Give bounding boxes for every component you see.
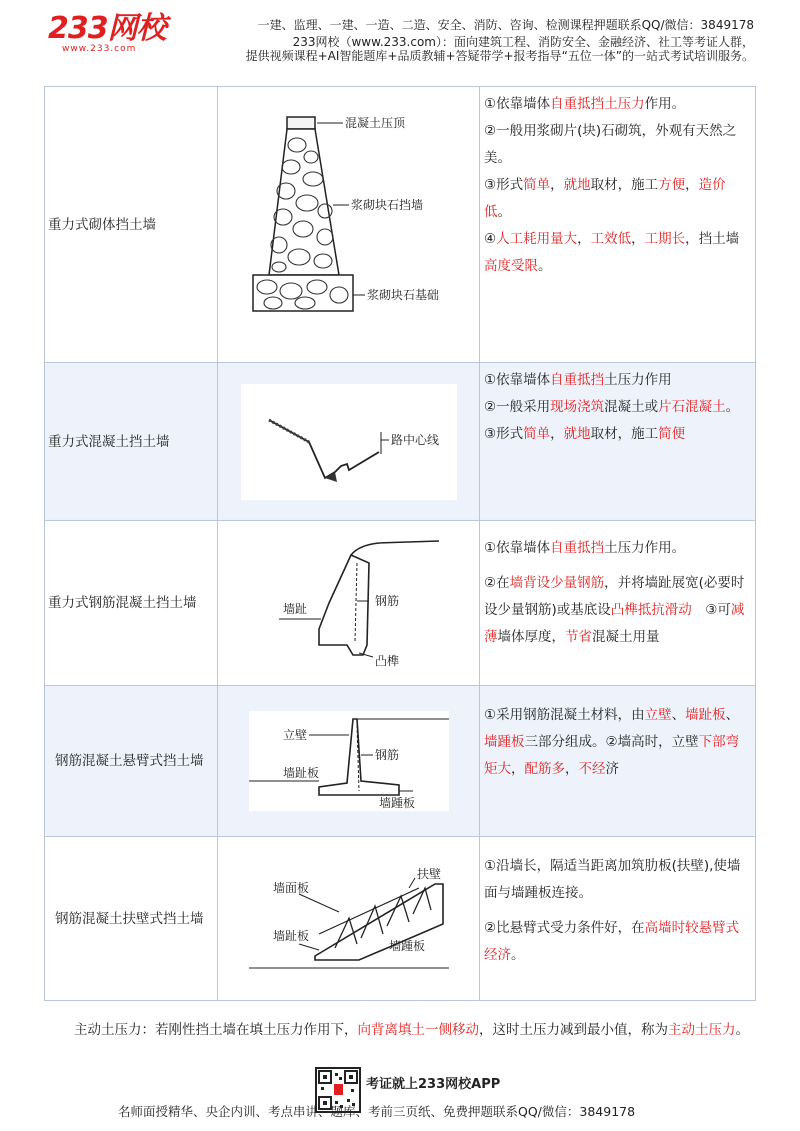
description-item — [484, 91, 751, 118]
body-text: 取材，施工 — [590, 426, 659, 442]
gravity-rc-wall-figure — [239, 533, 459, 673]
highlight-text: 就地 — [563, 426, 591, 442]
highlight-text: 工效低 — [590, 231, 632, 247]
figure-label: 钢筋 — [374, 594, 399, 608]
body-text: ， — [511, 761, 525, 777]
body-text: ③可 — [691, 602, 731, 618]
figure-label: 立壁 — [282, 728, 307, 742]
figure-cell — [218, 87, 480, 363]
table-row — [45, 837, 756, 1001]
highlight-text: 人工耗用量大 — [496, 231, 578, 247]
body-text: ②一般采用 — [484, 399, 551, 415]
figure-label: 墙趾 — [282, 602, 307, 616]
highlight-text: 配筋多 — [524, 761, 565, 777]
figure-cell — [218, 686, 480, 837]
body-text: 三部分组成。②墙高时，立壁 — [524, 734, 699, 750]
body-text: 作用。 — [644, 96, 686, 112]
highlight-text: 高度受限 — [484, 258, 538, 274]
body-text: ， — [631, 231, 645, 247]
wall-type-name: 重力式砌体挡土墙 — [45, 87, 218, 363]
body-text: ①采用钢筋混凝土材料，由 — [484, 707, 645, 723]
description-item — [484, 535, 751, 562]
highlight-text: 减薄 — [484, 602, 745, 645]
figure-label: 墙趾板 — [282, 766, 319, 780]
highlight-text: 立壁 — [644, 707, 672, 723]
highlight-text: 自重抵挡 — [550, 540, 605, 556]
figure-cell — [218, 363, 480, 521]
highlight-text: 简单 — [523, 177, 551, 193]
body-text: 、 — [725, 707, 740, 723]
body-text: ，并将墙趾展宽(必要时设少量钢筋)或基底设 — [484, 575, 745, 618]
header-contact-line: 一建、监理、一建、一造、二造、安全、消防、咨询、检测课程押题联系QQ/微信：3849178 — [257, 18, 754, 32]
body-text: ①依靠墙体 — [484, 372, 551, 388]
body-text: ，挡土墙 — [685, 231, 740, 247]
description-item — [484, 226, 751, 280]
body-text: ①沿墙长，隔适当距离加筑肋板(扶壁),使墙面与墙踵板连接。 — [484, 858, 741, 901]
highlight-text: 方便 — [658, 177, 686, 193]
highlight-text: 墙趾板 — [685, 707, 726, 723]
figure-label: 浆砌块石基础 — [366, 287, 439, 302]
body-text: ， — [565, 761, 579, 777]
description-item — [484, 172, 751, 226]
body-text: ①依靠墙体 — [484, 540, 551, 556]
body-text: 。 — [511, 947, 525, 963]
body-text: 混凝土用量 — [592, 629, 660, 645]
gravity-masonry-wall-figure — [239, 105, 459, 345]
table-row — [45, 87, 756, 363]
figure-cell — [218, 837, 480, 1001]
highlight-text: 向背离填土一侧移动 — [357, 1021, 479, 1038]
highlight-text: 工期长 — [644, 231, 686, 247]
wall-description — [480, 837, 756, 1001]
figure-label: 浆砌块石挡墙 — [350, 197, 423, 212]
app-promo-text: 考证就上233网校APP — [366, 1077, 501, 1092]
logo-subtext: www.233.com — [62, 44, 137, 54]
body-text: ， — [577, 231, 591, 247]
body-text: 土压力作用。 — [604, 540, 686, 556]
gravity-concrete-wall-figure — [239, 382, 459, 502]
highlight-text: 就地 — [563, 177, 591, 193]
description-item — [484, 570, 751, 651]
figure-label: 墙面板 — [272, 880, 309, 895]
highlight-text: 现场浇筑 — [550, 399, 605, 415]
highlight-text: 节省 — [565, 629, 592, 645]
figure-label: 墙踵板 — [378, 796, 415, 810]
description-item — [484, 118, 751, 172]
highlight-text: 自重抵挡土压力 — [550, 96, 645, 112]
counterfort-wall-figure — [239, 864, 459, 974]
highlight-text: 自重抵挡 — [550, 372, 605, 388]
highlight-text: 下部弯矩大 — [484, 734, 740, 777]
body-text: 。 — [735, 1021, 749, 1038]
description-item — [484, 702, 751, 783]
header-services-line: 提供视频课程+AI智能题库+品质教辅+答疑带学+报考指导“五位一体”的一站式考试培训服务。 — [245, 49, 754, 63]
highlight-text: 凸榫抵抗滑动 — [610, 602, 692, 618]
body-text: ④ — [484, 231, 497, 247]
wall-type-name: 重力式混凝土挡土墙 — [45, 363, 218, 521]
figure-label: 墙趾板 — [272, 928, 309, 943]
figure-cell — [218, 521, 480, 686]
body-text: 。 — [725, 399, 740, 415]
retaining-wall-table — [44, 86, 756, 1001]
description-item — [484, 915, 751, 969]
wall-description — [480, 363, 756, 521]
highlight-text: 主动土压力 — [668, 1021, 736, 1038]
body-text: 混凝土或 — [604, 399, 659, 415]
wall-description — [480, 686, 756, 837]
body-text: 主动土压力：若刚性挡土墙在填土压力作用下， — [74, 1021, 358, 1038]
highlight-text: 墙踵板 — [484, 734, 525, 750]
wall-type-name: 重力式钢筋混凝土挡土墙 — [45, 521, 218, 686]
figure-label: 凸榫 — [374, 654, 399, 668]
body-text: 墙体厚度， — [497, 629, 565, 645]
figure-label: 混凝土压顶 — [344, 115, 405, 130]
cantilever-wall-figure — [249, 711, 449, 811]
body-text: ①依靠墙体 — [484, 96, 551, 112]
wall-type-name: 钢筋混凝土扶壁式挡土墙 — [45, 837, 218, 1001]
wall-description — [480, 521, 756, 686]
logo-text: 233网校 — [48, 11, 166, 46]
description-item — [484, 421, 751, 448]
wall-type-name: 钢筋混凝土悬臂式挡土墙 — [45, 686, 218, 837]
description-item — [484, 853, 751, 907]
body-text: ②在 — [484, 575, 510, 591]
figure-label: 墙踵板 — [388, 938, 425, 953]
page-header — [0, 0, 800, 70]
body-text: 土压力作用 — [604, 372, 672, 388]
highlight-text: 不经 — [578, 761, 606, 777]
body-text: ③形式 — [484, 177, 524, 193]
highlight-text: 造价低 — [484, 177, 726, 220]
wall-description — [480, 87, 756, 363]
body-text: ， — [550, 426, 564, 442]
body-text: ③形式 — [484, 426, 524, 442]
body-text: 。 — [497, 204, 511, 220]
description-item — [484, 367, 751, 394]
header-intro-line: 233网校（www.233.com）：面向建筑工程、消防安全、金融经济、社工等考证人群， — [292, 35, 754, 49]
figure-label: 钢筋 — [374, 748, 399, 762]
highlight-text: 高墙时较悬臂式经济 — [484, 920, 740, 963]
body-text: 取材，施工 — [590, 177, 659, 193]
body-text: ， — [550, 177, 564, 193]
highlight-text: 墙背设少量钢筋 — [509, 575, 605, 591]
table-row — [45, 686, 756, 837]
site-logo[interactable] — [48, 11, 166, 54]
table-row — [45, 363, 756, 521]
highlight-text: 片石混凝土 — [658, 399, 726, 415]
body-text: ②一般用浆砌片(块)石砌筑，外观有天然之美。 — [484, 123, 737, 166]
body-text: 济 — [605, 761, 619, 777]
body-text: 。 — [538, 258, 552, 274]
body-text: ②比悬臂式受力条件好，在 — [484, 920, 645, 936]
highlight-text: 简单 — [523, 426, 551, 442]
footer-contact-line: 名师面授精华、央企内训、考点串讲、题库、考前三页纸、免费押题联系QQ/微信：3849178 — [118, 1104, 636, 1119]
description-item — [484, 394, 751, 421]
figure-label: 路中心线 — [390, 432, 439, 447]
highlight-text: 简便 — [658, 426, 686, 442]
figure-label: 扶壁 — [416, 866, 441, 881]
body-text: ， — [685, 177, 699, 193]
body-text: 、 — [671, 707, 686, 723]
body-text: ，这时土压力减到最小值，称为 — [479, 1021, 668, 1038]
active-earth-pressure-note — [44, 1017, 759, 1043]
table-row — [45, 521, 756, 686]
